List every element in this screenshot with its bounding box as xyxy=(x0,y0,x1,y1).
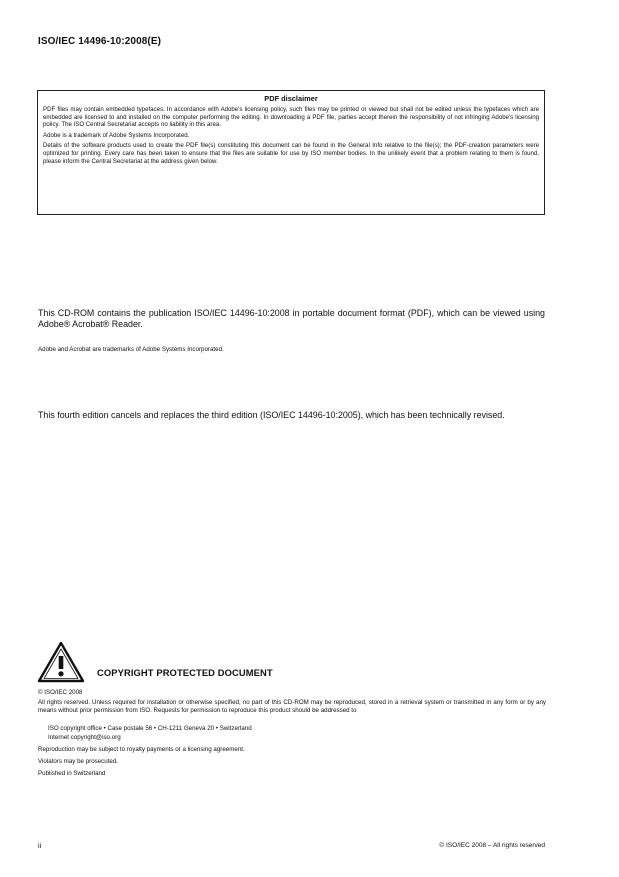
disclaimer-paragraph-software: Details of the software products used to create the PDF file(s) constituting this document can be found in the General Info relative to the file(s); the PDF-creation parameters were optimized for printing. Every care has been taken to ensure that the files are suitable for use by ISO member bodies. In the unlikely event that a problem relating to them is found, please inform the Central Secretariat at the address given below. xyxy=(43,142,539,165)
warning-triangle-icon xyxy=(36,640,86,685)
copyright-notice: © ISO/IEC 2008 xyxy=(38,689,83,696)
copyright-violators: Violators may be prosecuted. xyxy=(38,758,119,765)
document-id-header: ISO/IEC 14496-10:2008(E) xyxy=(38,36,162,47)
disclaimer-paragraph-typefaces: PDF files may contain embedded typefaces. In accordance with Adobe's licensing policy, such files may be printed or viewed but shall not be edited unless the typefaces which are embedded are licensed to and installed on the computer performing the editing. In downloading a PDF file, parties accept therein the responsibility of not infringing Adobe's licensing policy. The ISO Central Secretariat accepts no liability in this area. xyxy=(43,106,539,129)
disclaimer-paragraph-trademark: Adobe is a trademark of Adobe Systems Incorporated. xyxy=(43,131,190,139)
page-number: ii xyxy=(38,841,42,850)
copyright-title: COPYRIGHT PROTECTED DOCUMENT xyxy=(97,667,273,678)
trademark-note: Adobe and Acrobat are trademarks of Adobe Systems Incorporated. xyxy=(38,346,224,353)
cdrom-contents-text: This CD-ROM contains the publication ISO/IEC 14496-10:2008 in portable document format (PDF), which can be viewed using Adobe® Acrobat® Reader. xyxy=(38,308,545,329)
copyright-royalty: Reproduction may be subject to royalty payments or a licensing agreement. xyxy=(38,746,245,753)
disclaimer-title: PDF disclaimer xyxy=(264,94,318,103)
footer-rights: © ISO/IEC 2008 – All rights reserved xyxy=(439,842,545,849)
copyright-published: Published in Switzerland xyxy=(38,770,106,777)
copyright-internet: Internet copyright@iso.org xyxy=(48,734,121,741)
pdf-disclaimer-box xyxy=(37,90,545,215)
copyright-rights: All rights reserved. Unless required for installation or otherwise specified, no part of this CD-ROM may be reproduced, stored in a retrieval system or transmitted in any form or by any means without prior permission from ISO. Requests for permission to reproduce this product should be addressed to xyxy=(38,699,546,714)
edition-statement: This fourth edition cancels and replaces the third edition (ISO/IEC 14496-10:2005), which has been technically revised. xyxy=(38,410,505,420)
copyright-address: ISO copyright office • Case postale 56 • CH-1211 Geneva 20 • Switzerland xyxy=(48,725,252,732)
